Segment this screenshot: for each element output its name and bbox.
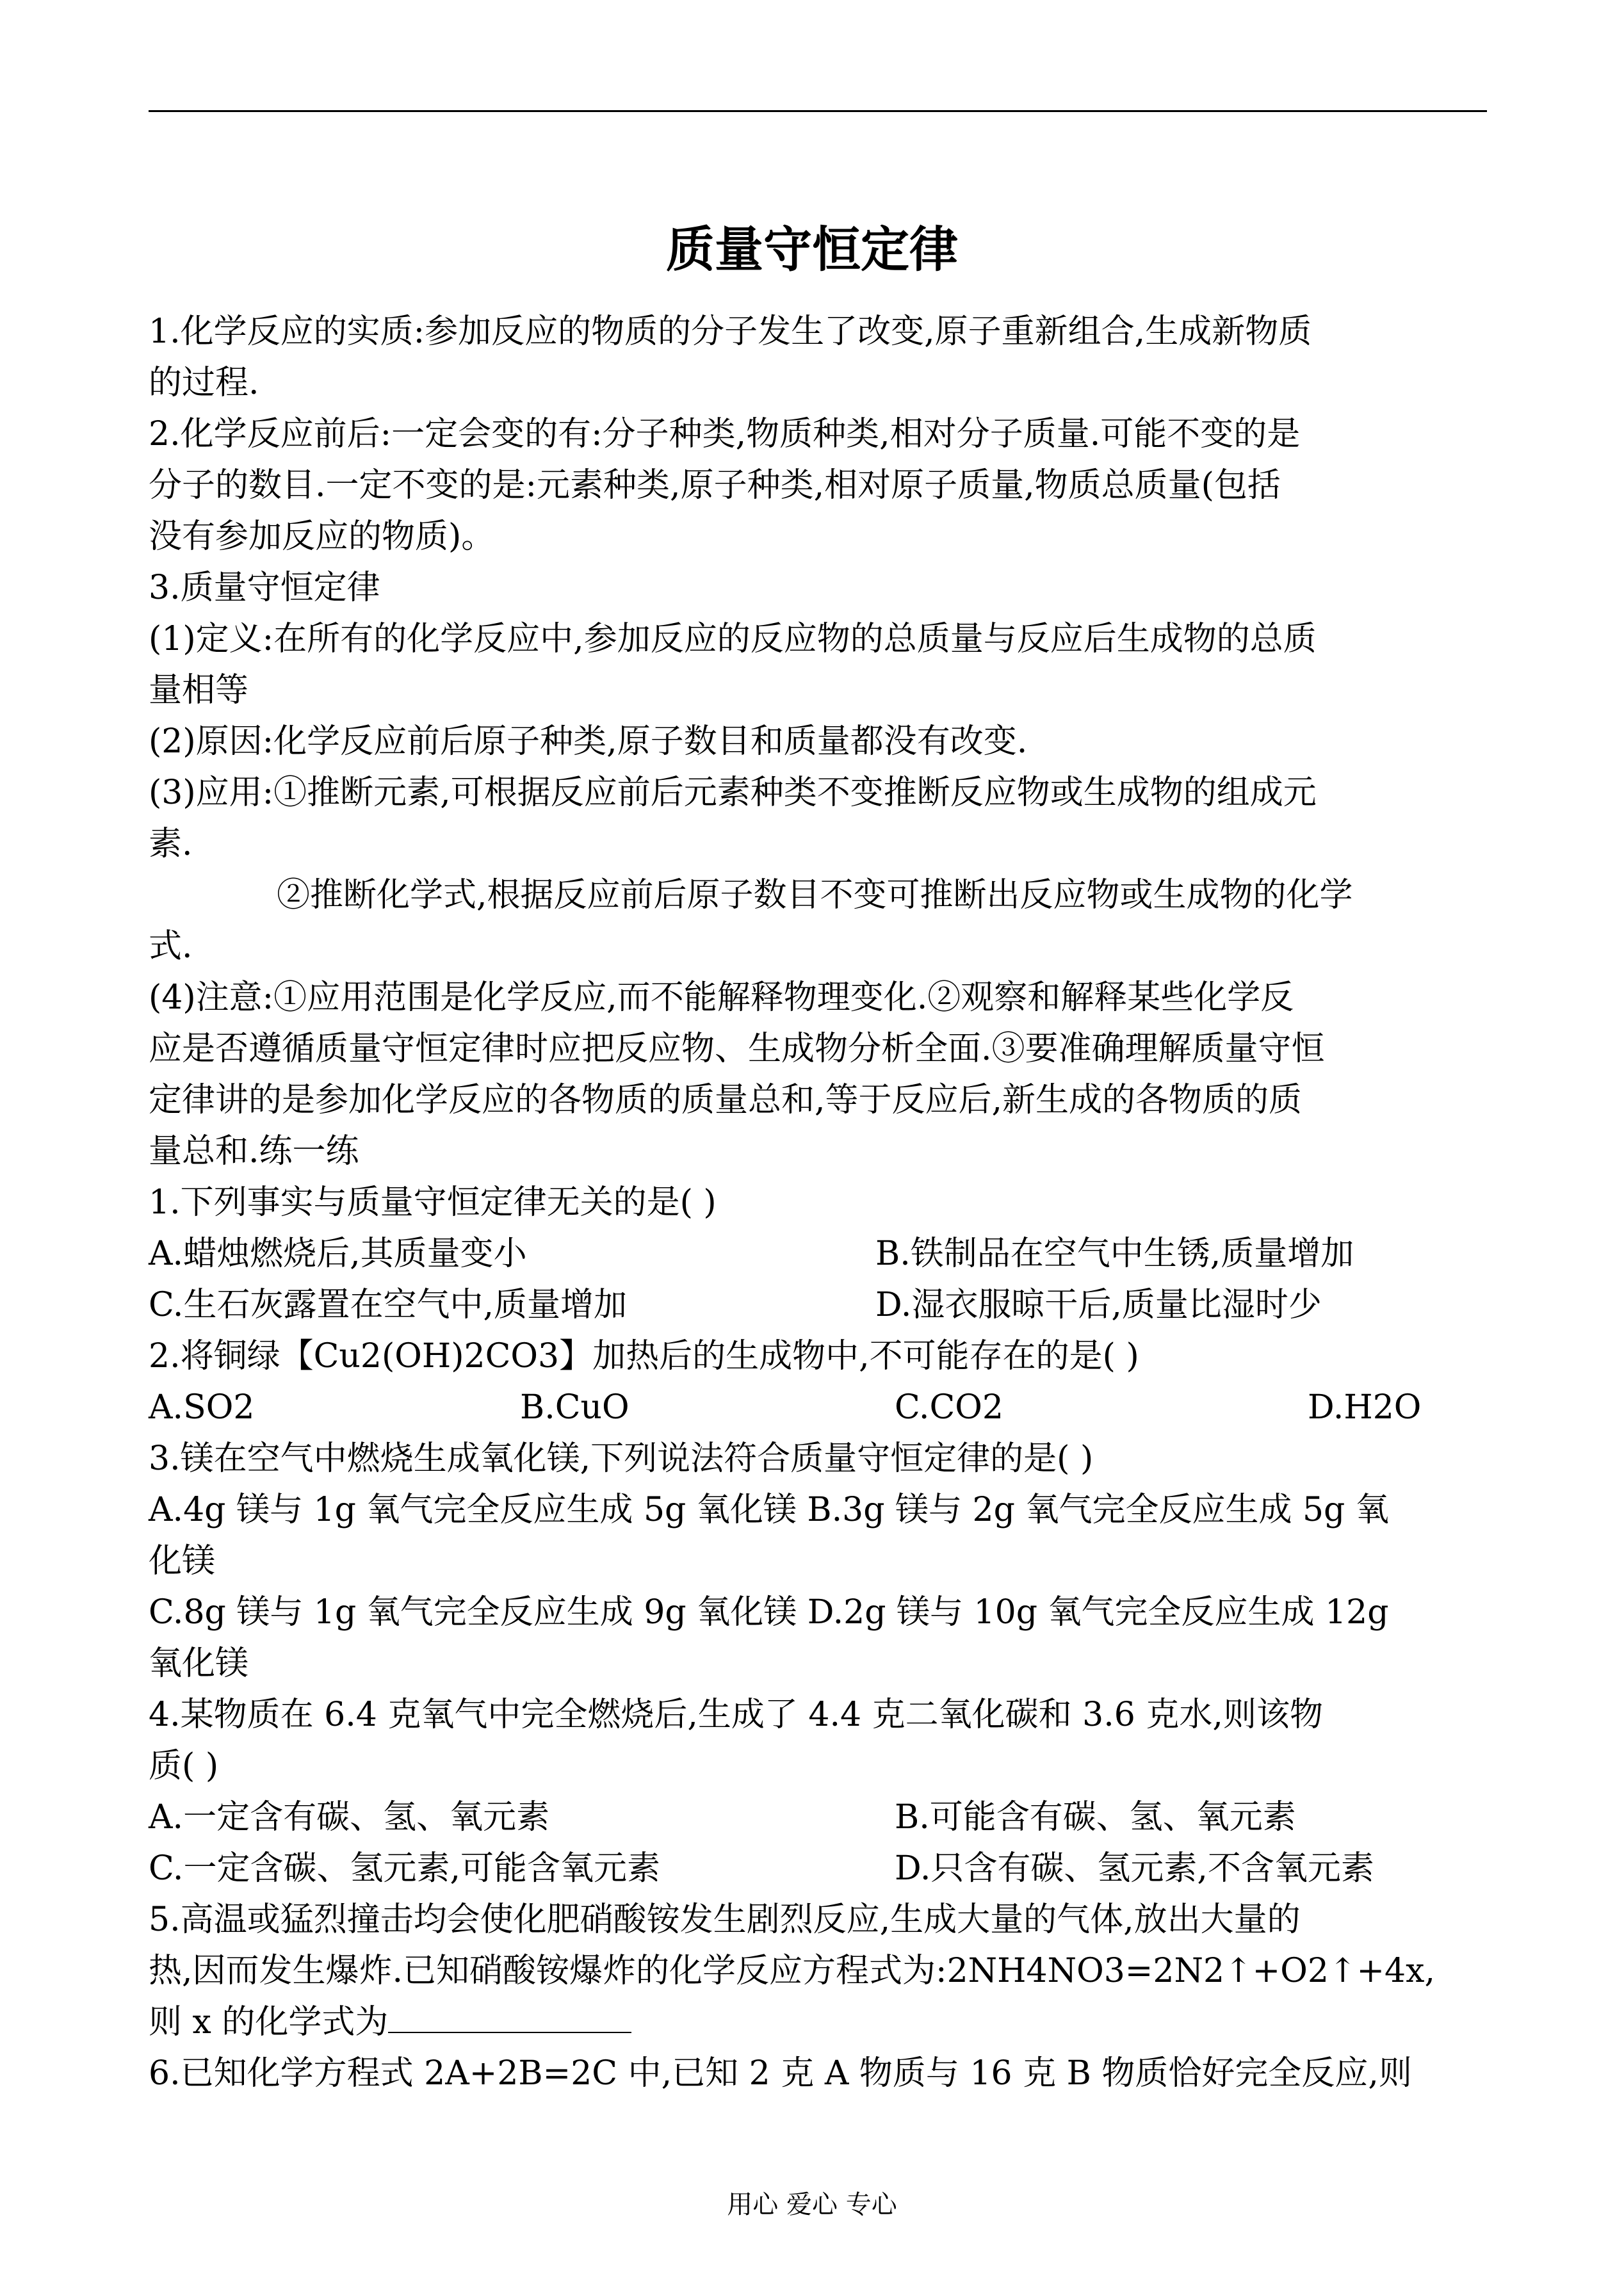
header-rule [149,110,1487,112]
paragraph-line: (2)原因:化学反应前后原子种类,原子数目和质量都没有改变. [149,722,1028,761]
page-footer: 用心 爱心 专心 [727,2190,897,2219]
option-c: C.生石灰露置在空气中,质量增加 [149,1286,627,1324]
paragraph-line: 2.化学反应前后:一定会变的有:分子种类,物质种类,相对分子质量.可能不变的是 [149,415,1301,453]
option-a: A.蜡烛燃烧后,其质量变小 [149,1235,527,1273]
question-5: 5.高温或猛烈撞击均会使化肥硝酸铵发生剧烈反应,生成大量的气体,放出大量的 [149,1901,1301,1939]
page-title: 质量守恒定律 [666,221,958,278]
answer-blank[interactable] [388,1997,631,2033]
option-b: B.铁制品在空气中生锈,质量增加 [875,1235,1354,1273]
paragraph-line: 量总和.练一练 [149,1132,359,1171]
option-d: D.H2O [1308,1388,1422,1427]
question-3-line: C.8g 镁与 1g 氧气完全反应生成 9g 氧化镁 D.2g 镁与 10g 氧气完全反应生成 12g [149,1593,1389,1632]
question-3: 3.镁在空气中燃烧生成氧化镁,下列说法符合质量守恒定律的是( ) [149,1439,1094,1478]
question-5-prompt: 则 x 的化学式为 [149,2003,389,2041]
option-b: B.可能含有碳、氢、氧元素 [895,1798,1296,1837]
option-b: B.CuO [520,1388,629,1427]
question-1-options-row [149,1279,1493,1331]
question-4-options-row [149,1843,1493,1894]
question-1-options-row [149,1228,1493,1279]
paragraph-line: ②推断化学式,根据反应前后原子数目不变可推断出反应物或生成物的化学 [277,876,1353,914]
option-c: C.一定含碳、氢元素,可能含氧元素 [149,1849,660,1888]
question-5-line [149,1997,1493,2048]
paragraph-line: 1.化学反应的实质:参加反应的物质的分子发生了改变,原子重新组合,生成新物质 [149,312,1312,351]
question-4-line: 质( ) [149,1747,219,1785]
option-a: A.一定含有碳、氢、氧元素 [149,1798,550,1837]
question-3-line: 化镁 [149,1542,216,1580]
paragraph-line: 式. [149,927,193,966]
paragraph-line: 应是否遵循质量守恒定律时应把反应物、生成物分析全面.③要准确理解质量守恒 [149,1030,1325,1068]
document-body [149,306,1493,2099]
question-3-line: 氧化镁 [149,1644,249,1683]
option-c: C.CO2 [895,1388,1003,1427]
paragraph-line: (4)注意:①应用范围是化学反应,而不能解释物理变化.②观察和解释某些化学反 [149,978,1294,1017]
paragraph-line: (1)定义:在所有的化学反应中,参加反应的反应物的总质量与反应后生成物的总质 [149,620,1317,658]
question-1: 1.下列事实与质量守恒定律无关的是( ) [149,1183,717,1222]
question-6: 6.已知化学方程式 2A+2B=2C 中,已知 2 克 A 物质与 16 克 B 物质恰好完全反应,则 [149,2054,1412,2093]
paragraph-line: 的过程. [149,364,259,402]
question-4-options-row [149,1792,1493,1843]
paragraph-line: 量相等 [149,671,249,710]
paragraph-line: 没有参加反应的物质)。 [149,517,495,556]
paragraph-line: 分子的数目.一定不变的是:元素种类,原子种类,相对原子质量,物质总质量(包括 [149,466,1281,505]
question-4: 4.某物质在 6.4 克氧气中完全燃烧后,生成了 4.4 克二氧化碳和 3.6 克水,则该物 [149,1696,1323,1734]
option-d: D.湿衣服晾干后,质量比湿时少 [875,1286,1322,1324]
question-3-line: A.4g 镁与 1g 氧气完全反应生成 5g 氧化镁 B.3g 镁与 2g 氧气完全反应生成 5g 氧 [149,1491,1389,1529]
paragraph-line: 定律讲的是参加化学反应的各物质的质量总和,等于反应后,新生成的各物质的质 [149,1081,1303,1119]
paragraph-line: 素. [149,825,193,863]
option-d: D.只含有碳、氢元素,不含氧元素 [895,1849,1374,1888]
question-2-options-row [149,1382,1493,1433]
section-heading: 3.质量守恒定律 [149,569,380,607]
question-5-line: 热,因而发生爆炸.已知硝酸铵爆炸的化学反应方程式为:2NH4NO3=2N2↑+O2↑+4x, [149,1952,1435,1990]
paragraph-line: (3)应用:①推断元素,可根据反应前后元素种类不变推断反应物或生成物的组成元 [149,774,1317,812]
question-2: 2.将铜绿【Cu2(OH)2CO3】加热后的生成物中,不可能存在的是( ) [149,1337,1139,1375]
option-a: A.SO2 [149,1388,255,1427]
